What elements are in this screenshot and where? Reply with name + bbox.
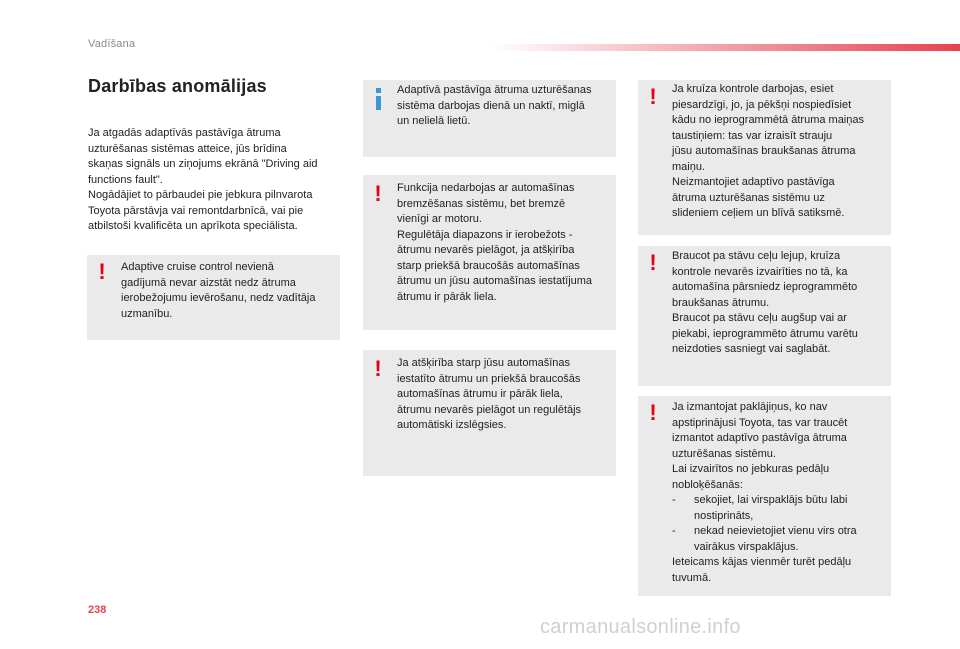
- warning-text: Adaptive cruise control nevienā gadījumā nevar aizstāt nedz ātruma ierobežojumu ievērošanu, nedz vadītāja uzmanību.: [121, 261, 316, 320]
- info-box-conditions: [363, 80, 616, 157]
- list-item: [672, 524, 881, 555]
- watermark: carmanualsonline.info: [540, 616, 741, 638]
- warning-box-engine-braking: [363, 175, 616, 330]
- warning-text: Ja atšķirība starp jūsu automašīnas iestatīto ātrumu un priekšā braucošās automašīnas ātrumu ir pārāk liela, ātrumu nevarēs pielāgot un regulētājs automātiski izslēgsies.: [397, 357, 582, 431]
- warning-text: Ja kruīza kontrole darbojas, esiet piesardzīgi, jo, ja pēkšņi nospiedīsiet kādu no ieprogrammētā ātruma maiņas taustiņiem: tas var izraisīt strauju jūsu automašīnas braukšanas ātruma maiņu. Neizmantojiet adaptīvo pastāvīga ātruma uzturēšanas sistēmu uz slideniem ceļiem un blīvā satiksmē.: [672, 83, 864, 219]
- info-icon: [373, 88, 383, 110]
- list-item-text: nekad neievietojiet vienu virs otra vairākus virspaklājus.: [694, 525, 857, 553]
- warning-icon: !: [374, 181, 382, 206]
- warning-text: Funkcija nedarbojas ar automašīnas bremzēšanas sistēmu, bet bremzē vienīgi ar motoru. Regulētāja diapazons ir ierobežots - ātrumu nevarēs pielāgot, ja atšķirība starp priekšā braucošās automašīnas ātrumu un jūsu automašīnas iestatījuma ātrumu ir pārāk liela.: [397, 182, 593, 303]
- list-dash: -: [672, 494, 676, 506]
- section-header: Vadīšana: [88, 38, 136, 50]
- page-title: Darbības anomālijas: [88, 76, 267, 96]
- intro-text: Ja atgadās adaptīvās pastāvīga ātruma uzturēšanas sistēmas atteice, jūs brīdina skaņas signāls un ziņojums ekrānā "Driving aid functions fault". Nogādājiet to pārbaudei pie jebkura pilnvarota Toyota pārstāvja vai remontdarbnīcā, vai pie atbilstoši kvalificēta un aprīkota speciālista.: [88, 127, 318, 232]
- warning-icon: !: [649, 400, 657, 425]
- warning-icon: !: [649, 84, 657, 109]
- warning-icon: !: [374, 356, 382, 381]
- info-text: Adaptīvā pastāvīga ātruma uzturēšanas sistēma darbojas dienā un naktī, miglā un nelielā lietū.: [397, 84, 592, 127]
- warning-box-steep-roads: [638, 246, 891, 386]
- warning-text: Ja izmantojat paklājiņus, ko nav apstiprinājusi Toyota, tas var traucēt izmantot adaptīvo pastāvīga ātruma uzturēšanas sistēmu. Lai izvairītos no jebkuras pedāļu nobloķēšanās:: [672, 401, 848, 491]
- mat-instructions-list: [672, 493, 881, 555]
- warning-text: Braucot pa stāvu ceļu lejup, kruīza kontrole nevarēs izvairīties no tā, ka automašīna pārsniedz ieprogrammēto braukšanas ātrumu. Braucot pa stāvu ceļu augšup vai ar piekabi, ieprogrammēto ātrumu varētu neizdoties sasniegt vai saglabāt.: [672, 250, 858, 355]
- warning-icon: !: [98, 259, 106, 284]
- warning-outro: Ieteicams kājas vienmēr turēt pedāļu tuvumā.: [672, 556, 852, 584]
- list-item-text: sekojiet, lai virspaklājs būtu labi nostiprināts,: [694, 494, 848, 522]
- intro-paragraph: [88, 126, 348, 235]
- warning-box-speed-difference: [363, 350, 616, 476]
- list-dash: -: [672, 525, 676, 537]
- warning-box-floor-mats: [638, 396, 891, 596]
- header-accent-bar: [490, 44, 960, 51]
- warning-box-no-substitute: [87, 255, 340, 340]
- warning-content: [672, 400, 881, 586]
- warning-box-slippery-roads: [638, 80, 891, 235]
- page-number: 238: [88, 604, 107, 616]
- warning-icon: !: [649, 250, 657, 275]
- list-item: [672, 493, 881, 524]
